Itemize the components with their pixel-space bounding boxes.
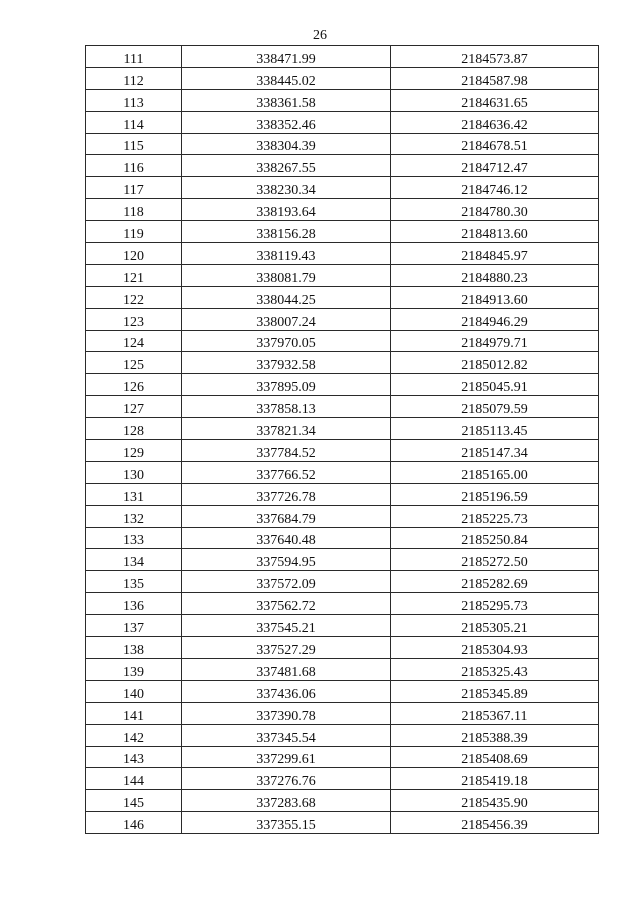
x-coordinate-cell: 337481.68 xyxy=(182,658,391,680)
y-coordinate-cell: 2185079.59 xyxy=(391,396,599,418)
y-coordinate-cell: 2184979.71 xyxy=(391,330,599,352)
table-row xyxy=(86,724,599,746)
table-row xyxy=(86,374,599,396)
y-coordinate-cell: 2184678.51 xyxy=(391,133,599,155)
y-coordinate-cell: 2184631.65 xyxy=(391,89,599,111)
point-number-cell: 138 xyxy=(86,637,182,659)
point-number-cell: 143 xyxy=(86,746,182,768)
x-coordinate-cell: 337572.09 xyxy=(182,571,391,593)
y-coordinate-cell: 2185435.90 xyxy=(391,790,599,812)
point-number-cell: 126 xyxy=(86,374,182,396)
table-row xyxy=(86,221,599,243)
x-coordinate-cell: 338471.99 xyxy=(182,46,391,68)
x-coordinate-cell: 337355.15 xyxy=(182,812,391,834)
x-coordinate-cell: 337527.29 xyxy=(182,637,391,659)
x-coordinate-cell: 338119.43 xyxy=(182,243,391,265)
x-coordinate-cell: 338352.46 xyxy=(182,111,391,133)
table-row xyxy=(86,89,599,111)
table-row xyxy=(86,133,599,155)
y-coordinate-cell: 2185147.34 xyxy=(391,440,599,462)
x-coordinate-cell: 338361.58 xyxy=(182,89,391,111)
point-number-cell: 123 xyxy=(86,308,182,330)
table-row xyxy=(86,549,599,571)
x-coordinate-cell: 337821.34 xyxy=(182,418,391,440)
table-row xyxy=(86,768,599,790)
x-coordinate-cell: 337684.79 xyxy=(182,505,391,527)
x-coordinate-cell: 337345.54 xyxy=(182,724,391,746)
y-coordinate-cell: 2185250.84 xyxy=(391,527,599,549)
x-coordinate-cell: 338267.55 xyxy=(182,155,391,177)
table-row xyxy=(86,527,599,549)
table-row xyxy=(86,199,599,221)
y-coordinate-cell: 2184780.30 xyxy=(391,199,599,221)
point-number-cell: 130 xyxy=(86,461,182,483)
table-row xyxy=(86,264,599,286)
y-coordinate-cell: 2185456.39 xyxy=(391,812,599,834)
point-number-cell: 122 xyxy=(86,286,182,308)
table-row xyxy=(86,483,599,505)
x-coordinate-cell: 337858.13 xyxy=(182,396,391,418)
y-coordinate-cell: 2184845.97 xyxy=(391,243,599,265)
point-number-cell: 144 xyxy=(86,768,182,790)
x-coordinate-cell: 337970.05 xyxy=(182,330,391,352)
point-number-cell: 113 xyxy=(86,89,182,111)
table-row xyxy=(86,352,599,374)
table-row xyxy=(86,637,599,659)
point-number-cell: 127 xyxy=(86,396,182,418)
x-coordinate-cell: 338304.39 xyxy=(182,133,391,155)
x-coordinate-cell: 337545.21 xyxy=(182,615,391,637)
point-number-cell: 129 xyxy=(86,440,182,462)
table-row xyxy=(86,702,599,724)
point-number-cell: 134 xyxy=(86,549,182,571)
table-row xyxy=(86,790,599,812)
table-row xyxy=(86,67,599,89)
y-coordinate-cell: 2185225.73 xyxy=(391,505,599,527)
point-number-cell: 120 xyxy=(86,243,182,265)
point-number-cell: 146 xyxy=(86,812,182,834)
table-row xyxy=(86,111,599,133)
point-number-cell: 125 xyxy=(86,352,182,374)
table-row xyxy=(86,308,599,330)
y-coordinate-cell: 2185367.11 xyxy=(391,702,599,724)
y-coordinate-cell: 2184813.60 xyxy=(391,221,599,243)
point-number-cell: 121 xyxy=(86,264,182,286)
x-coordinate-cell: 338081.79 xyxy=(182,264,391,286)
point-number-cell: 112 xyxy=(86,67,182,89)
x-coordinate-cell: 337276.76 xyxy=(182,768,391,790)
page-number: 26 xyxy=(313,28,327,43)
point-number-cell: 145 xyxy=(86,790,182,812)
point-number-cell: 119 xyxy=(86,221,182,243)
point-number-cell: 114 xyxy=(86,111,182,133)
y-coordinate-cell: 2185388.39 xyxy=(391,724,599,746)
x-coordinate-cell: 337766.52 xyxy=(182,461,391,483)
x-coordinate-cell: 337283.68 xyxy=(182,790,391,812)
y-coordinate-cell: 2184712.47 xyxy=(391,155,599,177)
y-coordinate-cell: 2185408.69 xyxy=(391,746,599,768)
x-coordinate-cell: 337895.09 xyxy=(182,374,391,396)
x-coordinate-cell: 337726.78 xyxy=(182,483,391,505)
y-coordinate-cell: 2185113.45 xyxy=(391,418,599,440)
y-coordinate-cell: 2184946.29 xyxy=(391,308,599,330)
y-coordinate-cell: 2185419.18 xyxy=(391,768,599,790)
y-coordinate-cell: 2185304.93 xyxy=(391,637,599,659)
x-coordinate-cell: 337594.95 xyxy=(182,549,391,571)
table-row xyxy=(86,330,599,352)
y-coordinate-cell: 2185325.43 xyxy=(391,658,599,680)
y-coordinate-cell: 2185196.59 xyxy=(391,483,599,505)
y-coordinate-cell: 2184746.12 xyxy=(391,177,599,199)
table-row xyxy=(86,418,599,440)
table-row xyxy=(86,177,599,199)
x-coordinate-cell: 337299.61 xyxy=(182,746,391,768)
table-row xyxy=(86,46,599,68)
point-number-cell: 140 xyxy=(86,680,182,702)
point-number-cell: 141 xyxy=(86,702,182,724)
coordinates-table-body xyxy=(86,46,599,834)
table-row xyxy=(86,571,599,593)
table-row xyxy=(86,396,599,418)
table-row xyxy=(86,812,599,834)
x-coordinate-cell: 337784.52 xyxy=(182,440,391,462)
point-number-cell: 128 xyxy=(86,418,182,440)
y-coordinate-cell: 2185165.00 xyxy=(391,461,599,483)
x-coordinate-cell: 338193.64 xyxy=(182,199,391,221)
table-row xyxy=(86,746,599,768)
table-row xyxy=(86,243,599,265)
point-number-cell: 133 xyxy=(86,527,182,549)
point-number-cell: 136 xyxy=(86,593,182,615)
y-coordinate-cell: 2185272.50 xyxy=(391,549,599,571)
point-number-cell: 137 xyxy=(86,615,182,637)
x-coordinate-cell: 337562.72 xyxy=(182,593,391,615)
y-coordinate-cell: 2185295.73 xyxy=(391,593,599,615)
table-row xyxy=(86,680,599,702)
y-coordinate-cell: 2185045.91 xyxy=(391,374,599,396)
point-number-cell: 131 xyxy=(86,483,182,505)
point-number-cell: 118 xyxy=(86,199,182,221)
table-row xyxy=(86,286,599,308)
table-row xyxy=(86,461,599,483)
point-number-cell: 117 xyxy=(86,177,182,199)
x-coordinate-cell: 337640.48 xyxy=(182,527,391,549)
point-number-cell: 132 xyxy=(86,505,182,527)
point-number-cell: 142 xyxy=(86,724,182,746)
point-number-cell: 116 xyxy=(86,155,182,177)
y-coordinate-cell: 2185282.69 xyxy=(391,571,599,593)
x-coordinate-cell: 338445.02 xyxy=(182,67,391,89)
x-coordinate-cell: 337390.78 xyxy=(182,702,391,724)
point-number-cell: 115 xyxy=(86,133,182,155)
point-number-cell: 139 xyxy=(86,658,182,680)
x-coordinate-cell: 338007.24 xyxy=(182,308,391,330)
y-coordinate-cell: 2184573.87 xyxy=(391,46,599,68)
y-coordinate-cell: 2184880.23 xyxy=(391,264,599,286)
y-coordinate-cell: 2185305.21 xyxy=(391,615,599,637)
y-coordinate-cell: 2184913.60 xyxy=(391,286,599,308)
y-coordinate-cell: 2185345.89 xyxy=(391,680,599,702)
x-coordinate-cell: 338156.28 xyxy=(182,221,391,243)
point-number-cell: 135 xyxy=(86,571,182,593)
table-row xyxy=(86,155,599,177)
table-row xyxy=(86,505,599,527)
table-row xyxy=(86,658,599,680)
y-coordinate-cell: 2184587.98 xyxy=(391,67,599,89)
coordinates-table xyxy=(85,45,599,834)
x-coordinate-cell: 337436.06 xyxy=(182,680,391,702)
x-coordinate-cell: 337932.58 xyxy=(182,352,391,374)
x-coordinate-cell: 338230.34 xyxy=(182,177,391,199)
y-coordinate-cell: 2184636.42 xyxy=(391,111,599,133)
table-row xyxy=(86,440,599,462)
x-coordinate-cell: 338044.25 xyxy=(182,286,391,308)
point-number-cell: 124 xyxy=(86,330,182,352)
table-row xyxy=(86,593,599,615)
y-coordinate-cell: 2185012.82 xyxy=(391,352,599,374)
point-number-cell: 111 xyxy=(86,46,182,68)
table-row xyxy=(86,615,599,637)
